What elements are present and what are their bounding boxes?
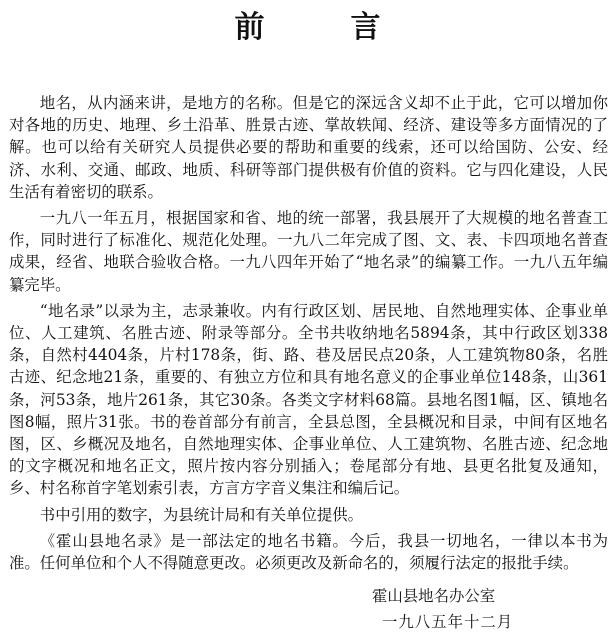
signature-date: 一九八五年十二月 [382, 613, 514, 631]
paragraph: 地名，从内涵来讲，是地方的名称。但是它的深远含义却不止于此，它可以增加你对各地的历史、地理、乡土沿革、胜景古迹、掌故轶闻、经济、建设等多方面情况的了解。也可以给有关研究人员提供必要的帮助和重要的线索，还可以给国防、公安、经济、水利、交通、邮政、地质、科研等部门提供极有价值的资料。它与四化建设，人民生活有着密切的联系。 [9, 94, 608, 201]
signature-block [372, 583, 513, 635]
page-title: 前 言 [234, 10, 409, 45]
paragraph: 《霍山县地名录》是一部法定的地名书籍。今后，我县一切地名，一律以本书为准。任何单位和个人不得随意更改。必须更改及新命名的，须履行法定的报批手续。 [9, 531, 608, 573]
paragraph: 一九八一年五月，根据国家和省、地的统一部署，我县展开了大规模的地名普查工作，同时进行了标准化、规范化处理。一九八二年完成了图、文、表、卡四项地名普查成果，经省、地联合验收合格。一九八四年开始了“地名录”的编纂工作。一九八五年编纂完毕。 [9, 209, 608, 294]
paragraph: 书中引用的数字，为县统计局和有关单位提供。 [39, 505, 364, 524]
signature-org: 霍山县地名办公室 [372, 587, 496, 605]
paragraph: “地名录”以录为主，志录兼收。内有行政区划、居民地、自然地理实体、企事业单位、人工建筑、名胜古迹、附录等部分。全书共收纳地名5894条，其中行政区划338条，自然村4404条，片村178条，街、路、巷及居民点20条，人工建筑物80条，名胜古迹、纪念地21条，重要的、有独立方位和具有地名意义的企事业单位148条，山361条，河53条，地片261条，其它30条。各类文字材料68篇。县地名图1幅，区、镇地名图8幅，照片31张。书的卷首部分有前言，全县总图，全县概况和目录，中间有区地名图，区、乡概况及地名，自然地理实体、企事业单位、人工建筑物、名胜古迹、纪念地的文字概况和地名正文，照片按内容分别插入；卷尾部分有地、县更名批复及通知，乡、村名称首字笔划索引表，方言方字音义集注和编后记。 [9, 301, 608, 498]
preface-body [9, 92, 608, 574]
